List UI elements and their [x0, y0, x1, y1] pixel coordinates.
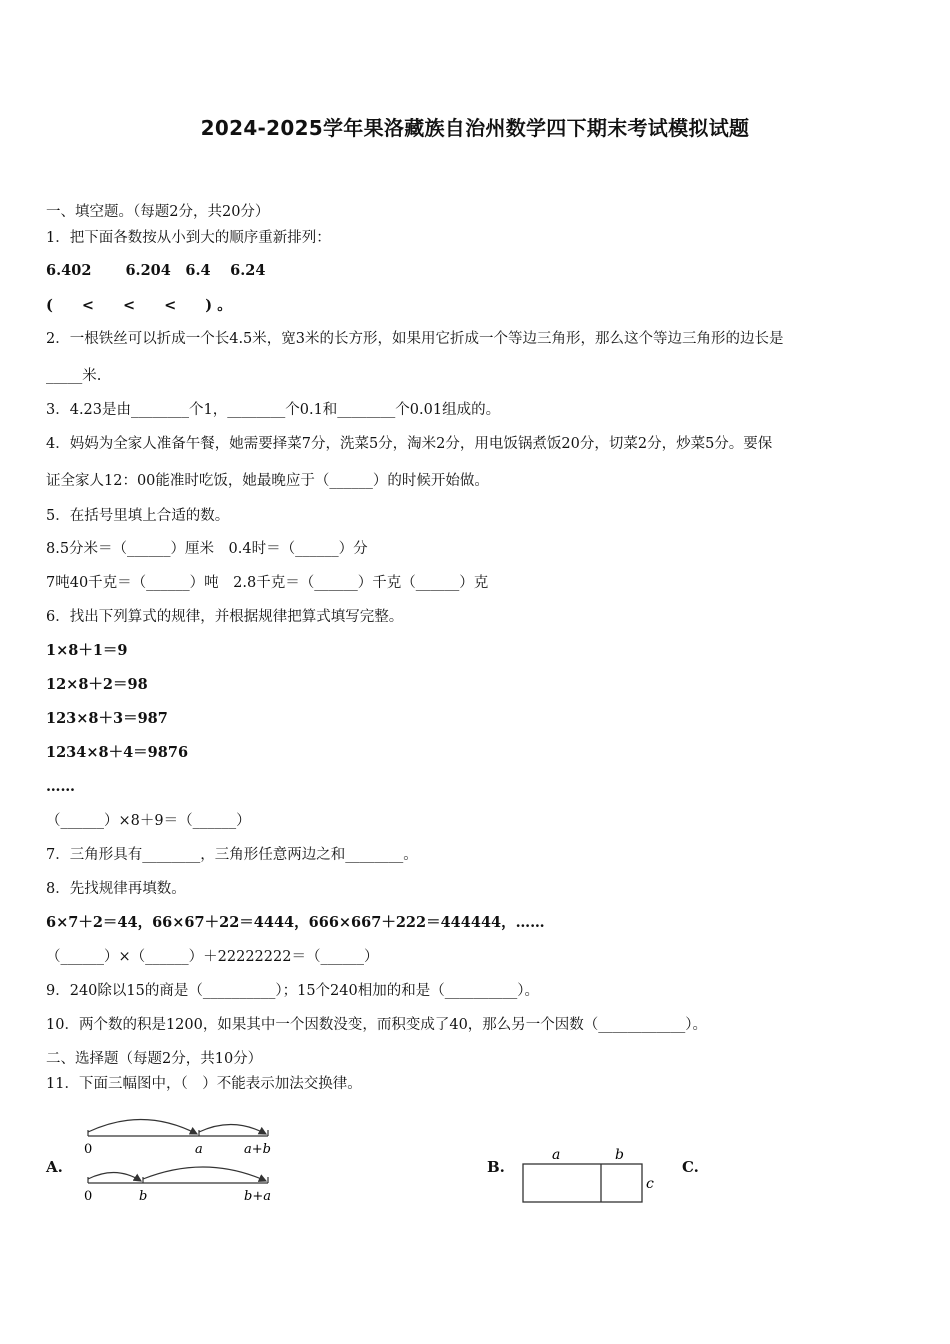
- tick-label-top-a: a: [195, 1142, 203, 1157]
- question-8: 8．先找规律再填数。: [46, 881, 186, 897]
- question-6-eq-1: 1×8＋1＝9: [46, 642, 128, 659]
- option-a-number-lines: [78, 1110, 288, 1206]
- tick-label-bottom-0: 0: [84, 1189, 93, 1204]
- page-title: 2024-2025学年果洛藏族自治州数学四下期末考试模拟试题: [200, 116, 750, 140]
- option-a-label: A.: [46, 1158, 63, 1176]
- question-6-eq-3: 123×8＋3＝987: [46, 710, 168, 727]
- rect-label-b: b: [615, 1147, 624, 1163]
- question-4: 4．妈妈为全家人准备午餐，她需要择菜7分，洗菜5分，淘米2分，用电饭锅煮饭20分，切菜2分，炒菜5分。要保: [46, 436, 773, 452]
- question-1: 1．把下面各数按从小到大的顺序重新排列：: [46, 230, 331, 246]
- question-7: 7．三角形具有________，三角形任意两边之和________。: [46, 847, 418, 863]
- option-b-label: B.: [487, 1158, 505, 1176]
- question-3: 3．4.23是由________个1，________个0.1和________个0.01组成的。: [46, 402, 501, 418]
- question-6-ellipsis: ……: [46, 778, 75, 795]
- tick-label-top-0: 0: [84, 1142, 93, 1157]
- arc-top-a: [88, 1119, 197, 1134]
- rect-label-a: a: [552, 1147, 561, 1163]
- question-2: 2．一根铁丝可以折成一个长4.5米，宽3米的长方形，如果用它折成一个等边三角形，那么这个等边三角形的边长是: [46, 331, 784, 347]
- question-11: 11．下面三幅图中，（ ）不能表示加法交换律。: [46, 1076, 362, 1092]
- question-5-row-1: 8.5分米＝（______）厘米 0.4时＝（______）分: [46, 541, 368, 557]
- question-6-eq-2: 12×8＋2＝98: [46, 676, 148, 693]
- option-c-label: C.: [682, 1158, 699, 1176]
- option-b-rectangle: [515, 1142, 665, 1208]
- question-1-answer: ( < < < ) 。: [46, 297, 232, 314]
- question-8-answer: （______）×（______）＋22222222＝（______）: [46, 949, 379, 965]
- arc-bottom-a: [143, 1167, 266, 1181]
- question-5-row-2: 7吨40千克＝（______）吨 2.8千克＝（______）千克（______）克: [46, 575, 489, 591]
- question-1-numbers: 6.402 6.204 6.4 6.24: [46, 262, 266, 279]
- arc-bottom-b: [88, 1172, 141, 1181]
- question-9: 9．240除以15的商是（__________）；15个240相加的和是（__________）。: [46, 983, 539, 999]
- question-8-pattern: 6×7＋2＝44，66×67＋22＝4444，666×667＋222＝444444，……: [46, 914, 545, 931]
- question-6-eq-4: 1234×8＋4＝9876: [46, 744, 189, 761]
- question-2-cont: _____米.: [46, 368, 102, 384]
- section-heading-fill-in: 一、填空题。（每题2分，共20分）: [46, 204, 270, 220]
- rect-label-c: c: [646, 1176, 654, 1192]
- question-6-answer: （______）×8＋9＝（______）: [46, 813, 251, 829]
- outer-rectangle: [523, 1164, 642, 1202]
- question-5: 5．在括号里填上合适的数。: [46, 508, 230, 524]
- tick-label-bottom-b: b: [139, 1189, 148, 1204]
- tick-label-top-ab: a+b: [244, 1142, 271, 1157]
- section-heading-choice: 二、选择题（每题2分，共10分）: [46, 1051, 263, 1067]
- question-10: 10．两个数的积是1200，如果其中一个因数没变，而积变成了40，那么另一个因数（____________）。: [46, 1017, 708, 1033]
- tick-label-bottom-ba: b+a: [244, 1189, 271, 1204]
- arc-top-b: [199, 1124, 266, 1134]
- question-4-cont: 证全家人12：00能准时吃饭，她最晚应于（______）的时候开始做。: [46, 473, 489, 489]
- question-6: 6．找出下列算式的规律，并根据规律把算式填写完整。: [46, 609, 404, 625]
